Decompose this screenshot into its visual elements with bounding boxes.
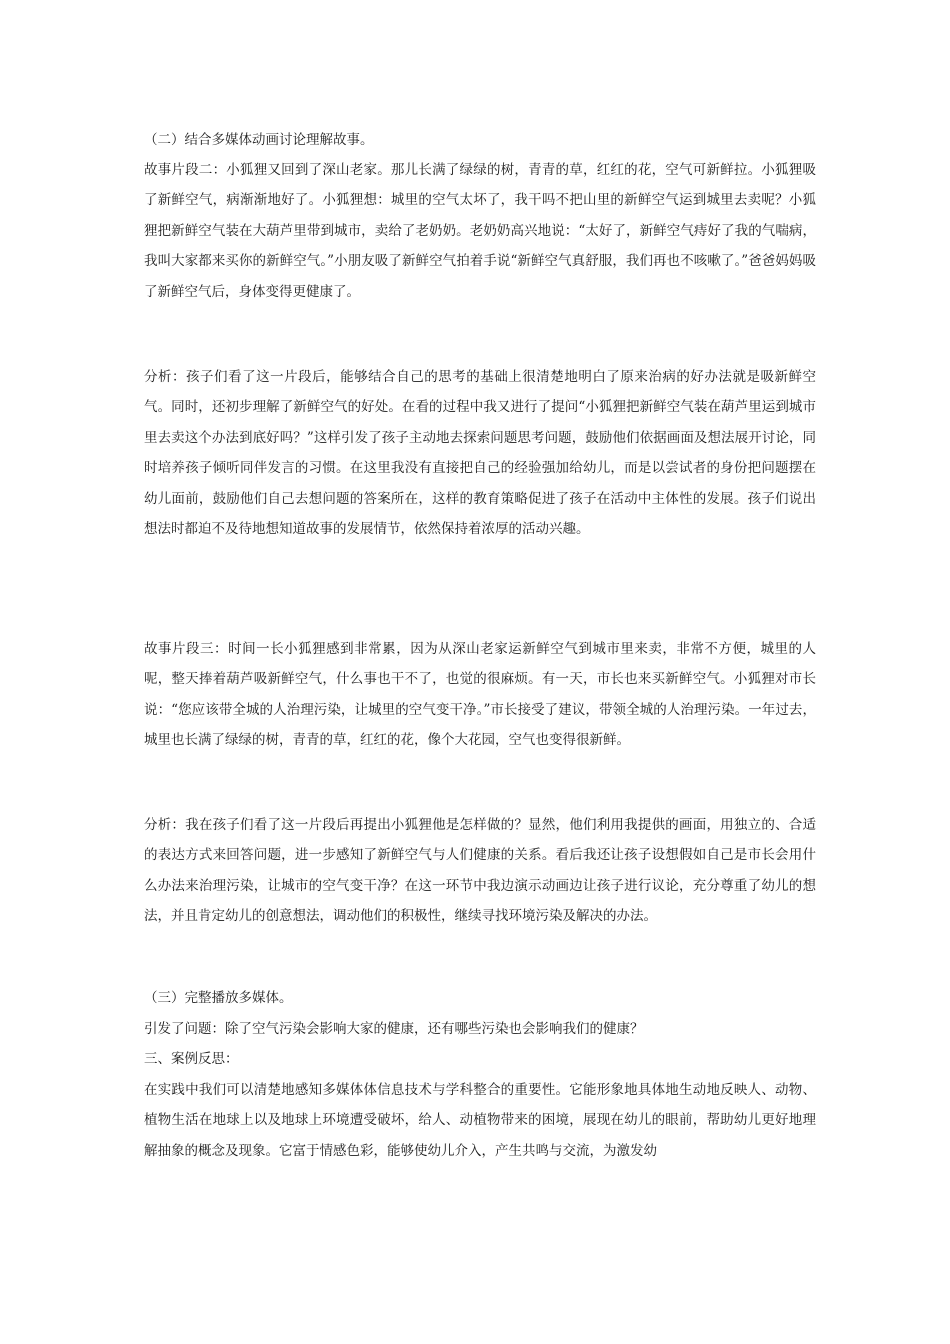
reflection-paragraph: 在实践中我们可以清楚地感知多媒体体信息技术与学科整合的重要性。它能形象地具体地生动地反映人、动物、植物生活在地球上以及地球上环境遭受破坏，给人、动植物带来的困境，展现在幼儿的眼前，帮助幼儿更好地理解抽象的概念及现象。它富于情感色彩，能够使幼儿介入，产生共鸣与交流，为激发幼 [144,1082,816,1159]
story-segment-three: 故事片段三：时间一长小狐狸感到非常累，因为从深山老家运新鲜空气到城市里来卖，非常不方便，城里的人呢，整天捧着葫芦吸新鲜空气，什么事也干不了，也觉的很麻烦。有一天，市长也来买新鲜空气。小狐狸对市长说：“您应该带全城的人治理污染，让城里的空气变干净。”市长接受了建议，带领全城的人治理污染。一年过去，城里也长满了绿绿的树，青青的草，红红的花，像个大花园，空气也变得很新鲜。 [144,641,816,749]
section-heading-two: （二）结合多媒体动画讨论理解故事。 [144,132,374,148]
analysis-paragraph-two: 分析：我在孩子们看了这一片段后再提出小狐狸他是怎样做的？显然，他们利用我提供的画面，用独立的、合适的表达方式来回答问题，进一步感知了新鲜空气与人们健康的关系。看后我还让孩子设想假如自己是市长会用什么办法来治理污染，让城市的空气变干净？在这一环节中我边演示动画边让孩子进行议论，充分尊重了幼儿的想法，并且肯定幼儿的创意想法，调动他们的积极性，继续寻找环境污染及解决的办法。 [144,817,816,925]
reflection-heading: 三、案例反思： [144,1051,239,1067]
story-segment-two: 故事片段二：小狐狸又回到了深山老家。那儿长满了绿绿的树，青青的草，红红的花，空气可新鲜拉。小狐狸吸了新鲜空气，病渐渐地好了。小狐狸想：城里的空气太坏了，我干吗不把山里的新鲜空气运到城里去卖呢？小狐狸把新鲜空气装在大葫芦里带到城市，卖给了老奶奶。老奶奶高兴地说：“太好了，新鲜空气痔好了我的气喘病，我叫大家都来买你的新鲜空气。”小朋友吸了新鲜空气拍着手说“新鲜空气真舒服，我们再也不咳嗽了。”爸爸妈妈吸了新鲜空气后，身体变得更健康了。 [144,162,816,300]
analysis-paragraph-one: 分析：孩子们看了这一片段后，能够结合自己的思考的基础上很清楚地明白了原来治病的好办法就是吸新鲜空气。同时，还初步理解了新鲜空气的好处。在看的过程中我又进行了提问“小狐狸把新鲜空气装在葫芦里运到城市里去卖这个办法到底好吗？”这样引发了孩子主动地去探索问题思考问题，鼓励他们依据画面及想法展开讨论，同时培养孩子倾听同伴发言的习惯。在这里我没有直接把自己的经验强加给幼儿，而是以尝试者的身份把问题摆在幼儿面前，鼓励他们自己去想问题的答案所在，这样的教育策略促进了孩子在活动中主体性的发展。孩子们说出想法时都迫不及待地想知道故事的发展情节，依然保持着浓厚的活动兴趣。 [144,369,816,538]
section-heading-three: （三）完整播放多媒体。 [144,990,293,1006]
question-paragraph: 引发了问题：除了空气污染会影响大家的健康，还有哪些污染也会影响我们的健康？ [144,1021,644,1037]
